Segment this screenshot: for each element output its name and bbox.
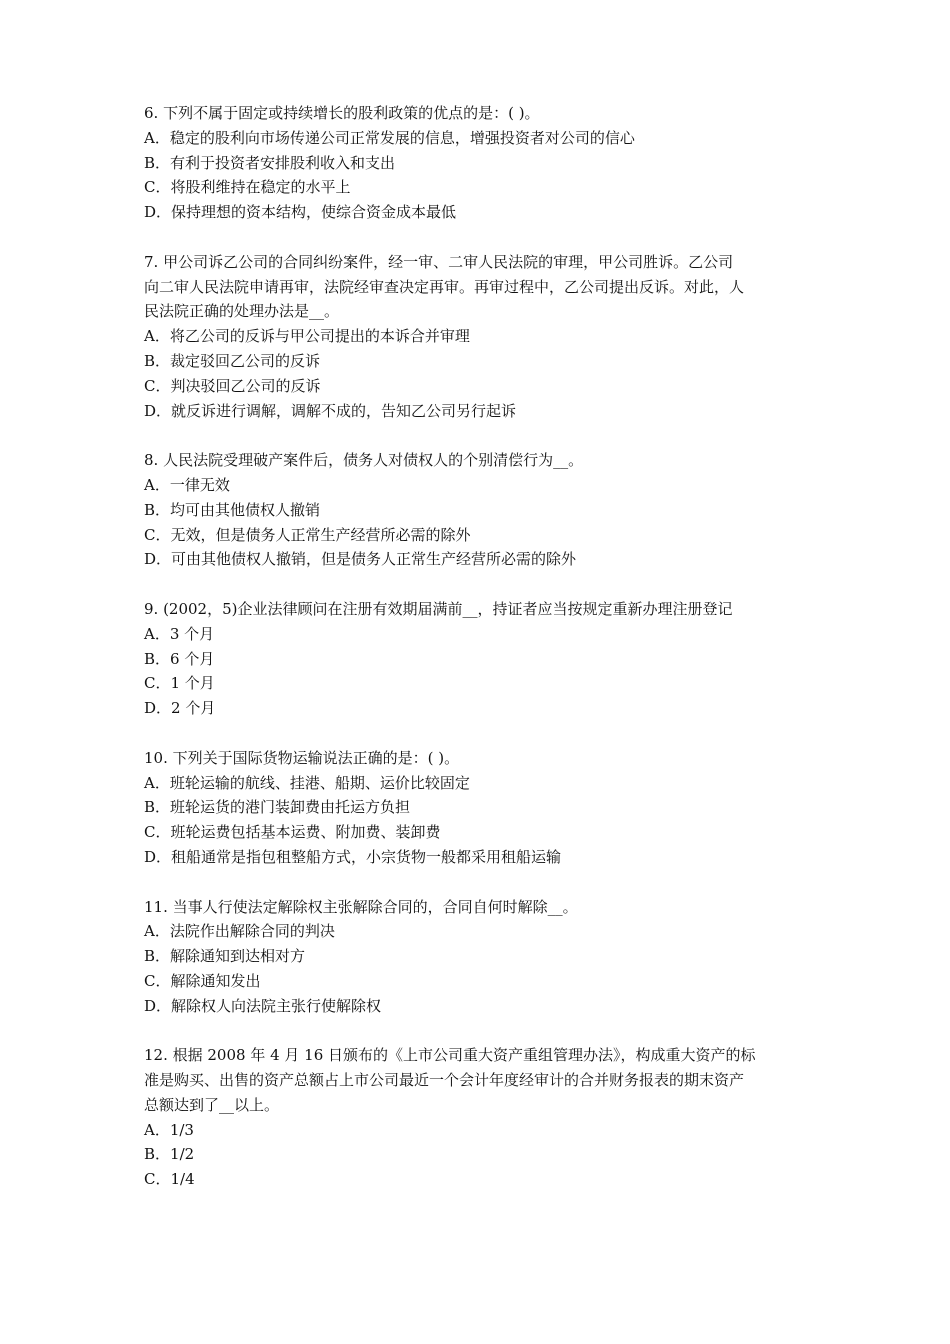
option-b: B．均可由其他债权人撤销	[144, 500, 321, 519]
question-text-line: 9. (2002，5)企业法律顾问在注册有效期届满前__，持证者应当按规定重新办理注册登记	[144, 599, 733, 618]
option-a: A．法院作出解除合同的判决	[144, 922, 335, 941]
question-text-line: 准是购买、出售的资产总额占上市公司最近一个会计年度经审计的合并财务报表的期末资产	[144, 1071, 745, 1090]
option-a: A．班轮运输的航线、挂港、船期、运价比较固定	[144, 773, 470, 792]
option-c: C．无效，但是债务人正常生产经营所必需的除外	[144, 525, 471, 544]
option-b: B．裁定驳回乙公司的反诉	[144, 351, 321, 370]
option-b: B．6 个月	[144, 649, 215, 668]
question-text-line: 11. 当事人行使法定解除权主张解除合同的，合同自何时解除__。	[144, 897, 578, 916]
option-a: A．3 个月	[144, 624, 215, 643]
question-text-line: 向二审人民法院申请再审，法院经审查决定再审。再审过程中，乙公司提出反诉。对此，人	[144, 277, 745, 296]
option-c: C．班轮运费包括基本运费、附加费、装卸费	[144, 823, 441, 842]
option-d: D．保持理想的资本结构，使综合资金成本最低	[144, 203, 457, 222]
option-d: D．租船通常是指包租整船方式，小宗货物一般都采用租船运输	[144, 847, 562, 866]
question-stem	[144, 448, 824, 473]
option-c: C．将股利维持在稳定的水平上	[144, 178, 351, 197]
question-11	[144, 895, 824, 1019]
option-b: B．有利于投资者安排股利收入和支出	[144, 153, 396, 172]
question-text-line: 12. 根据 2008 年 4 月 16 日颁布的《上市公司重大资产重组管理办法》，构成重大资产的标	[144, 1046, 756, 1065]
question-stem	[144, 746, 824, 771]
option-a: A．1/3	[144, 1120, 194, 1139]
option-d: D．可由其他债权人撤销，但是债务人正常生产经营所必需的除外	[144, 550, 577, 569]
question-10	[144, 746, 824, 870]
option-a: A．稳定的股利向市场传递公司正常发展的信息，增强投资者对公司的信心	[144, 128, 635, 147]
question-6	[144, 101, 824, 225]
question-stem	[144, 250, 824, 324]
option-b: B．1/2	[144, 1145, 195, 1164]
question-list	[144, 101, 824, 1192]
option-a: A．一律无效	[144, 475, 230, 494]
question-text-line: 7. 甲公司诉乙公司的合同纠纷案件，经一审、二审人民法院的审理，甲公司胜诉。乙公司	[144, 252, 734, 271]
option-c: C．解除通知发出	[144, 971, 261, 990]
option-a: A．将乙公司的反诉与甲公司提出的本诉合并审理	[144, 327, 470, 346]
question-12	[144, 1043, 824, 1192]
question-8	[144, 448, 824, 572]
question-text-line: 10. 下列关于国际货物运输说法正确的是：( )。	[144, 748, 460, 767]
option-c: C．判决驳回乙公司的反诉	[144, 376, 321, 395]
question-stem	[144, 1043, 824, 1117]
question-9	[144, 597, 824, 721]
option-d: D．解除权人向法院主张行使解除权	[144, 996, 382, 1015]
question-text-line: 8. 人民法院受理破产案件后，债务人对债权人的个别清偿行为__。	[144, 451, 584, 470]
option-d: D．2 个月	[144, 699, 216, 718]
option-b: B．班轮运货的港门装卸费由托运方负担	[144, 798, 411, 817]
question-text-line: 民法院正确的处理办法是__。	[144, 302, 340, 321]
question-text-line: 总额达到了__以上。	[144, 1095, 280, 1114]
option-b: B．解除通知到达相对方	[144, 947, 306, 966]
option-c: C．1/4	[144, 1170, 195, 1189]
question-stem	[144, 101, 824, 126]
question-7	[144, 250, 824, 424]
option-c: C．1 个月	[144, 674, 215, 693]
question-stem	[144, 895, 824, 920]
option-d: D．就反诉进行调解，调解不成的，告知乙公司另行起诉	[144, 401, 517, 420]
question-text-line: 6. 下列不属于固定或持续增长的股利政策的优点的是：( )。	[144, 104, 540, 122]
question-stem	[144, 597, 824, 622]
